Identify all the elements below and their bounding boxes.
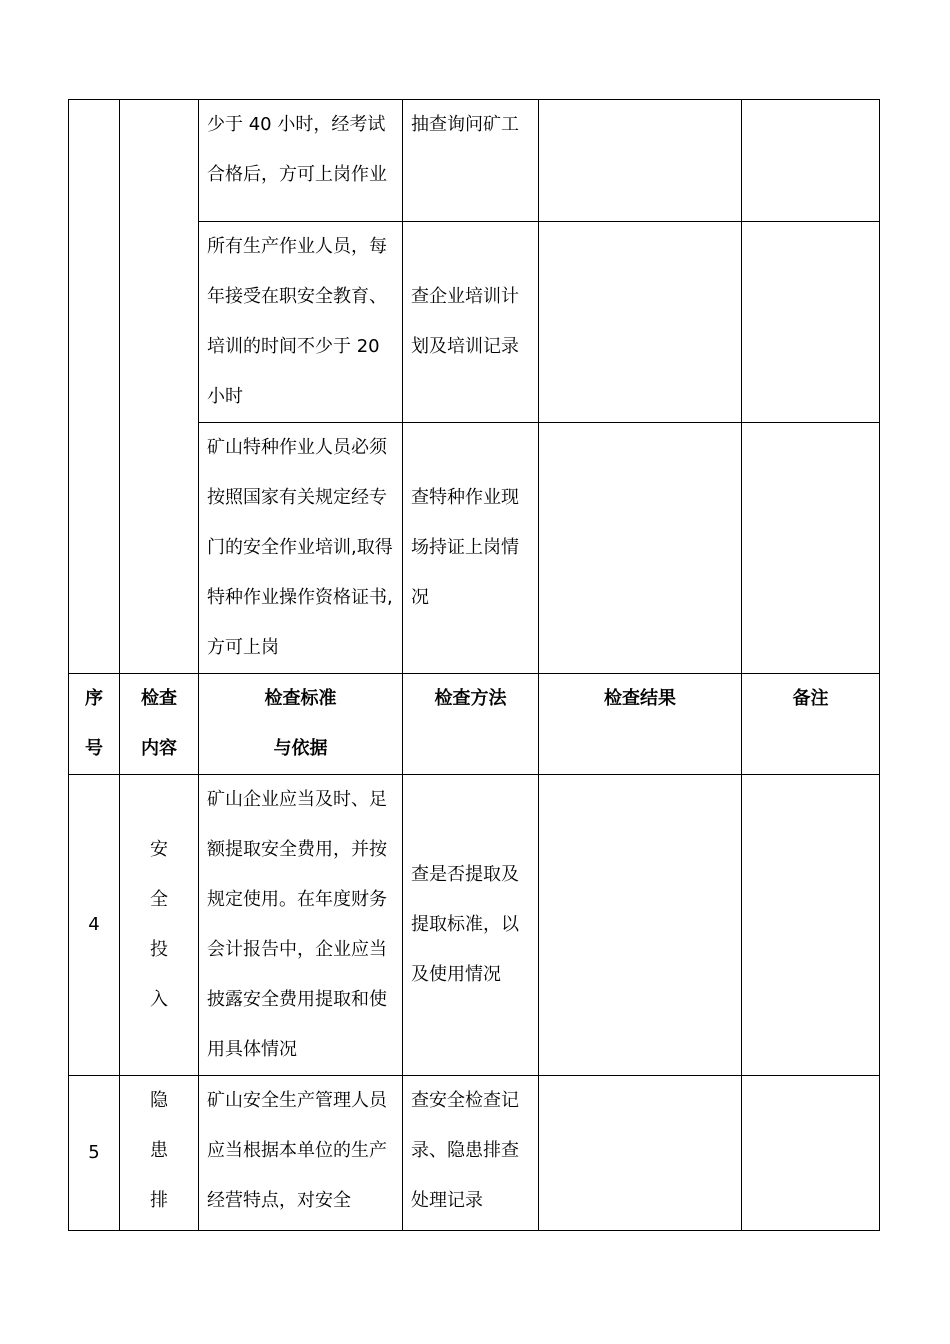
standard-text: 矿山特种作业人员必须按照国家有关规定经专门的安全作业培训,取得特种作业操作资格证书,方可上岗	[207, 437, 393, 658]
header-method: 检查方法	[403, 674, 539, 775]
num-cell: 5	[69, 1076, 120, 1231]
table-header-row	[69, 674, 880, 775]
method-cell	[403, 100, 539, 222]
remark-cell[interactable]	[742, 775, 880, 1076]
standard-text: 矿山企业应当及时、足额提取安全费用，并按规定使用。在年度财务会计报告中，企业应当披露安全费用提取和使用具体情况	[207, 789, 387, 1060]
header-standard: 检查标准与依据	[199, 674, 403, 775]
method-cell	[403, 1076, 539, 1231]
table-row	[69, 775, 880, 1076]
method-text: 查特种作业现场持证上岗情况	[411, 487, 519, 608]
header-result: 检查结果	[539, 674, 742, 775]
remark-cell[interactable]	[742, 100, 880, 222]
header-remark: 备注	[742, 674, 880, 775]
method-text: 抽查询问矿工	[411, 114, 519, 135]
remark-cell[interactable]	[742, 1076, 880, 1231]
standard-text: 少于 40 小时，经考试合格后，方可上岗作业	[207, 114, 387, 185]
content-cell	[120, 775, 199, 1076]
remark-cell[interactable]	[742, 222, 880, 423]
method-text: 查安全检查记录、隐患排查处理记录	[411, 1090, 519, 1211]
table-row	[69, 1076, 880, 1231]
content-text: 隐患排	[150, 1090, 168, 1211]
standard-cell	[199, 423, 403, 674]
method-text: 查企业培训计划及培训记录	[411, 286, 519, 357]
num-cell: 4	[69, 775, 120, 1076]
result-cell[interactable]	[539, 1076, 742, 1231]
method-text: 查是否提取及提取标准，以及使用情况	[411, 864, 519, 985]
result-cell[interactable]	[539, 100, 742, 222]
content-cell	[120, 1076, 199, 1231]
method-cell	[403, 222, 539, 423]
inspection-table	[68, 99, 880, 1231]
standard-text: 矿山安全生产管理人员应当根据本单位的生产经营特点，对安全	[207, 1090, 387, 1211]
result-cell[interactable]	[539, 775, 742, 1076]
standard-cell	[199, 1076, 403, 1231]
content-text: 安全投入	[150, 839, 168, 1010]
method-cell	[403, 775, 539, 1076]
content-cell	[120, 100, 199, 674]
result-cell[interactable]	[539, 423, 742, 674]
standard-text: 所有生产作业人员，每年接受在职安全教育、培训的时间不少于 20 小时	[207, 236, 387, 407]
header-num: 序号	[69, 674, 120, 775]
method-cell	[403, 423, 539, 674]
remark-cell[interactable]	[742, 423, 880, 674]
standard-cell	[199, 100, 403, 222]
num-cell	[69, 100, 120, 674]
header-content: 检查内容	[120, 674, 199, 775]
standard-cell	[199, 222, 403, 423]
table-row	[69, 100, 880, 222]
result-cell[interactable]	[539, 222, 742, 423]
standard-cell	[199, 775, 403, 1076]
